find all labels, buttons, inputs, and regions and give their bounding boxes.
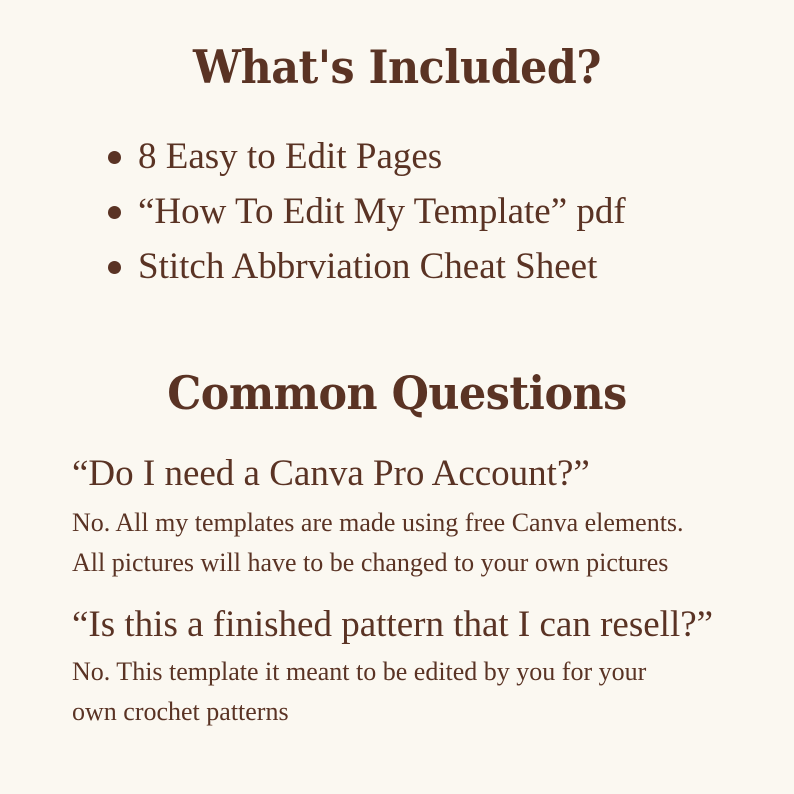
faq-answer-canva-pro [72, 503, 684, 583]
list-item [108, 189, 626, 244]
list-item [108, 244, 626, 299]
answer-line: All pictures will have to be changed to your own pictures [72, 548, 669, 577]
bullet-icon [108, 206, 121, 219]
list-item-label: 8 Easy to Edit Pages [138, 136, 443, 177]
list-item-label: “How To Edit My Template” pdf [138, 191, 626, 232]
bullet-icon [108, 151, 121, 164]
included-list [108, 134, 626, 299]
bullet-icon [108, 261, 121, 274]
answer-line: No. All my templates are made using free Canva elements. [72, 508, 684, 537]
faq-question-canva-pro: “Do I need a Canva Pro Account?” [72, 453, 590, 494]
answer-line: No. This template it meant to be edited by you for your [72, 657, 647, 686]
common-questions-heading: Common Questions [167, 366, 627, 420]
whats-included-heading: What's Included? [193, 40, 601, 94]
list-item-label: Stitch Abbrviation Cheat Sheet [138, 246, 598, 287]
list-item [108, 134, 626, 189]
faq-answer-resell [72, 652, 646, 732]
answer-line: own crochet patterns [72, 697, 289, 726]
faq-question-resell: “Is this a finished pattern that I can resell?” [72, 604, 714, 645]
